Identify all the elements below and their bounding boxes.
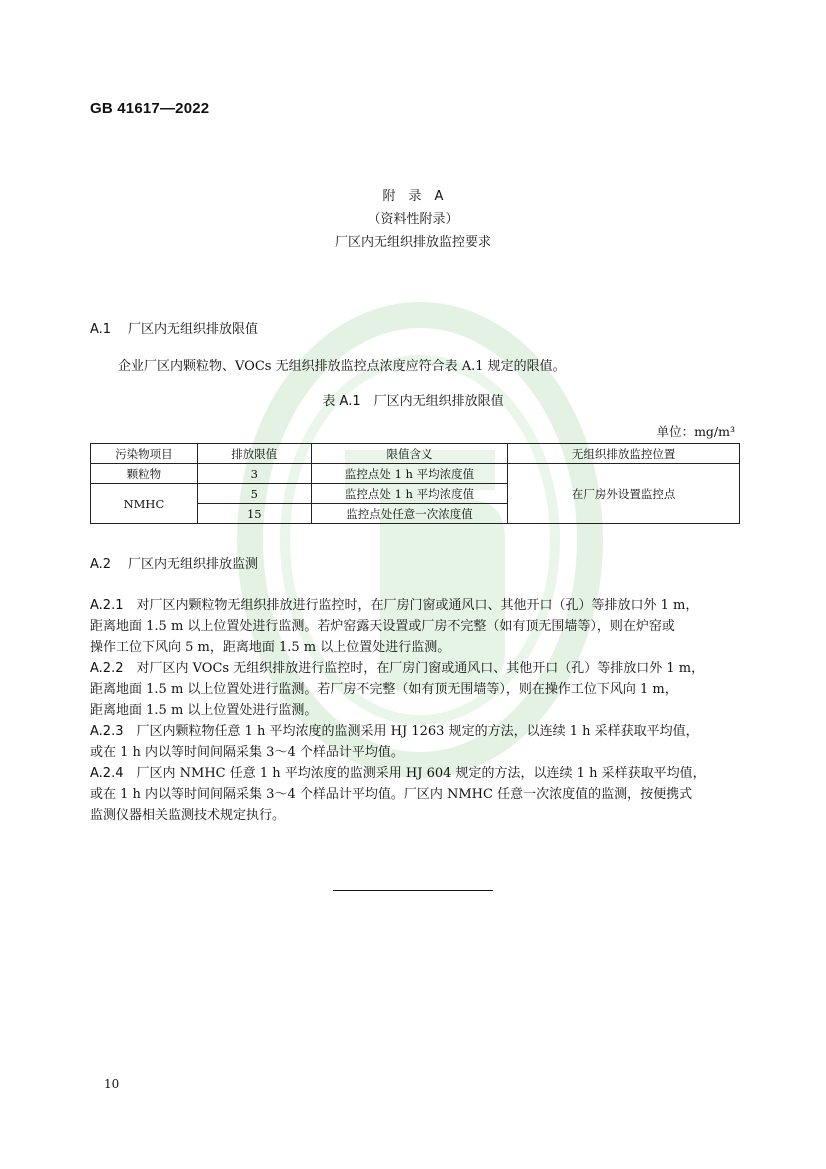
limit-cell: 15 <box>197 504 311 524</box>
appendix-type: （资料性附录） <box>367 212 459 227</box>
clause-number: A.2.2 <box>90 661 124 676</box>
table-header-cell: 限值含义 <box>311 444 508 464</box>
clause-line: 监测仪器相关监测技术规定执行。 <box>90 808 286 823</box>
section-a1-heading <box>90 318 258 337</box>
clause-line: 距离地面 1.5 m 以上位置处进行监测。若炉窑露天设置或厂房不完整（如有顶无围墙等），则在炉窑或 <box>90 619 675 634</box>
clause-line: 距离地面 1.5 m 以上位置处进行监测。若厂房不完整（如有顶无围墙等），则在操作工位下风向 1 m， <box>90 682 678 697</box>
table-header-cell: 无组织排放监控位置 <box>508 444 740 464</box>
page-number: 10 <box>104 1077 120 1091</box>
pollutant-cell: 颗粒物 <box>91 464 198 484</box>
clause-a2-4 <box>90 763 740 826</box>
section-number: A.2 <box>90 557 112 572</box>
table-header-cell: 污染物项目 <box>91 444 198 464</box>
section-number: A.1 <box>90 322 112 337</box>
table-header-cell: 排放限值 <box>197 444 311 464</box>
appendix-title: 厂区内无组织排放监控要求 <box>334 235 491 250</box>
meaning-cell: 监控点处任意一次浓度值 <box>311 504 508 524</box>
clause-line: 厂区内颗粒物任意 1 h 平均浓度的监测采用 HJ 1263 规定的方法，以连续 1 h 采样获取平均值， <box>136 724 699 739</box>
clause-line: 或在 1 h 内以等时间间隔采集 3～4 个样品计平均值。 <box>90 745 404 760</box>
clause-number: A.2.3 <box>90 724 124 739</box>
clause-a2-3 <box>90 721 740 763</box>
clause-line: 距离地面 1.5 m 以上位置处进行监测。 <box>90 703 318 718</box>
clause-line: 对厂区内 VOCs 无组织排放进行监控时，在厂房门窗或通风口、其他开口（孔）等排放口外 1 m， <box>136 661 705 676</box>
limits-table <box>90 443 740 524</box>
appendix-label: 附 录 A <box>382 189 444 204</box>
clause-number: A.2.4 <box>90 766 124 781</box>
section-title: 厂区内无组织排放限值 <box>128 322 259 337</box>
clause-a2-1 <box>90 595 740 658</box>
clause-line: 操作工位下风向 5 m，距离地面 1.5 m 以上位置处进行监测。 <box>90 640 451 655</box>
clause-line: 厂区内 NMHC 任意 1 h 平均浓度的监测采用 HJ 604 规定的方法，以连续 1 h 采样获取平均值， <box>136 766 706 781</box>
limit-cell: 5 <box>197 484 311 504</box>
end-rule <box>333 890 493 891</box>
table-caption: 表 A.1 厂区内无组织排放限值 <box>322 394 504 409</box>
pollutant-cell: NMHC <box>91 484 198 524</box>
meaning-cell: 监控点处 1 h 平均浓度值 <box>311 484 508 504</box>
meaning-cell: 监控点处 1 h 平均浓度值 <box>311 464 508 484</box>
section-a2-items <box>90 595 740 826</box>
clause-number: A.2.1 <box>90 598 124 613</box>
section-title: 厂区内无组织排放监测 <box>128 557 259 572</box>
standard-code: GB 41617—2022 <box>90 100 210 117</box>
section-a2-heading <box>90 553 258 572</box>
limit-cell: 3 <box>197 464 311 484</box>
clause-line: 或在 1 h 内以等时间间隔采集 3～4 个样品计平均值。厂区内 NMHC 任意一次浓度值的监测，按便携式 <box>90 787 693 802</box>
table-row <box>91 464 740 484</box>
table-unit: 单位：mg/m³ <box>656 424 735 439</box>
clause-line: 对厂区内颗粒物无组织排放进行监控时，在厂房门窗或通风口、其他开口（孔）等排放口外 1 m， <box>136 598 699 613</box>
section-a1-paragraph: 企业厂区内颗粒物、VOCs 无组织排放监控点浓度应符合表 A.1 规定的限值。 <box>118 359 566 374</box>
table-header-row <box>91 444 740 464</box>
clause-a2-2 <box>90 658 740 721</box>
location-cell: 在厂房外设置监控点 <box>508 464 740 524</box>
